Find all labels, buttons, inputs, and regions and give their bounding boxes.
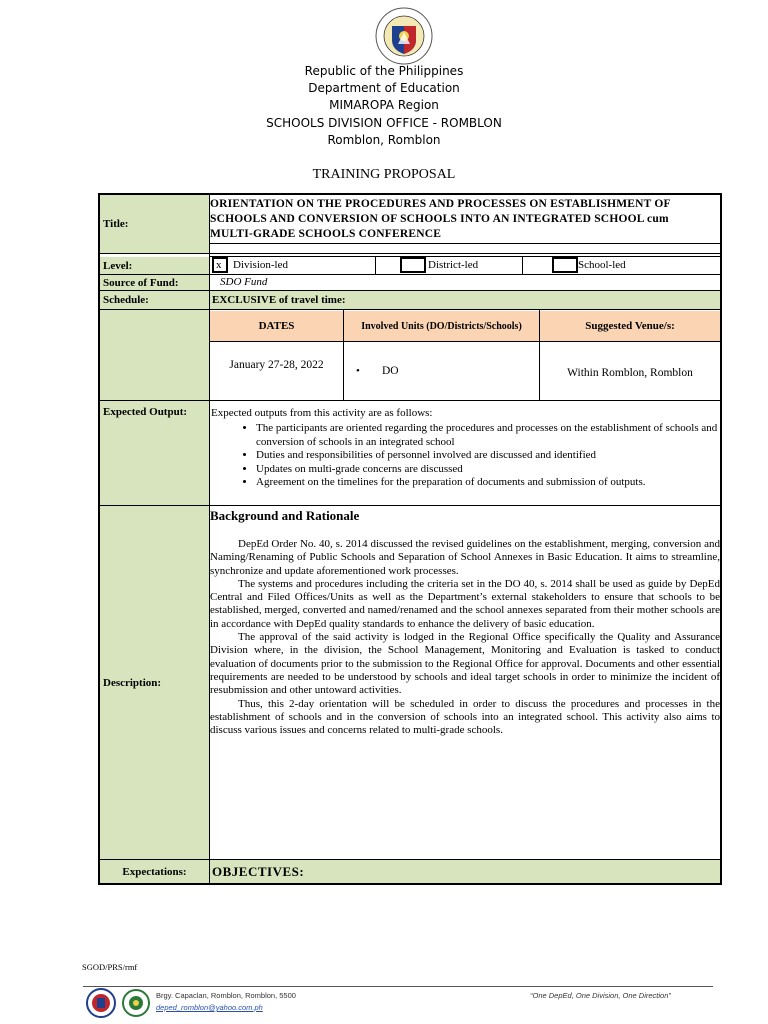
schedule-value: EXCLUSIVE of travel time: (210, 291, 720, 309)
output-item: • Duties and responsibilities of personnel involved are discussed and identified (256, 449, 719, 463)
division-led-label: Division-led (233, 259, 288, 271)
school-led-checkbox[interactable] (552, 257, 578, 273)
deped-footer-logo (82, 988, 120, 1018)
proposal-table (98, 193, 722, 885)
output-item: • Agreement on the timelines for the preparation of documents and submission of outputs. (256, 476, 719, 490)
description-paragraph: The approval of the said activity is lodged in the Regional Office specifically the Quality and Assurance Division where, in the division, the School Management, Monitoring and Evaluation is tasked to conduct evaluation of documents prior to the submission to the Regional Office for approval. Documents and other essential requirements are needed to be understood by schools and ideal target schools in order to minimize the incident of resubmission and other untoward activities. (210, 631, 720, 697)
description-paragraph: The systems and procedures including the criteria set in the DO 40, s. 2014 shall be used as guide by DepEd Central and Filed Offices/Units as well as the Department’s external stakeholders to ensure that schools to be established, merged, converted and named/renamed and the school annexes separated from their mother schools are in accordance with DepEd quality standards to enhance the delivery of basic education. (210, 577, 720, 630)
output-list (211, 422, 719, 490)
schedule-venue: Within Romblon, Romblon (567, 367, 693, 379)
footer-code: SGOD/PRS/rmf (82, 962, 138, 972)
title-label: Title: (100, 195, 209, 253)
description-paragraph: DepEd Order No. 40, s. 2014 discussed the revised guidelines on the establishment, merging, conversion and Naming/Renaming of Public Schools and Separation of School Annexes in Basic Education. It aims to streamline, synchronize and update aforementioned work processes. (210, 538, 720, 577)
footer-address: Brgy. Capaclan, Romblon, Romblon, 5500 (156, 991, 296, 1000)
office-line: SCHOOLS DIVISION OFFICE - ROMBLON (266, 116, 502, 130)
schedule-date: January 27-28, 2022 (229, 359, 324, 371)
output-item: • The participants are oriented regarding the procedures and processes on the establishment of schools and conversion of schools in an integrated school (256, 422, 719, 449)
title-line-1: ORIENTATION ON THE PROCEDURES AND PROCESSES ON ESTABLISHMENT OF (210, 198, 671, 210)
title-line-3: MULTI-GRADE SCHOOLS CONFERENCE (210, 228, 442, 240)
output-intro: Expected outputs from this activity are as follows: (211, 407, 433, 419)
dates-header: DATES (210, 311, 343, 341)
unit-bullet: • (356, 365, 360, 377)
schedule-unit: DO (382, 365, 399, 377)
district-led-checkbox[interactable] (400, 257, 426, 273)
description-label: Description: (100, 506, 209, 859)
description-heading: Background and Rationale (210, 508, 360, 523)
footer-divider (83, 986, 713, 987)
republic-line: Republic of the Philippines (304, 64, 464, 78)
region-line: MIMAROPA Region (329, 98, 439, 112)
schedule-label: Schedule: (100, 291, 209, 309)
title-line-2: SCHOOLS AND CONVERSION OF SCHOOLS INTO AN INTEGRATED SCHOOL cum (210, 213, 669, 225)
output-content (211, 407, 719, 490)
footer-motto: “One DepEd, One Division, One Direction” (530, 991, 671, 1000)
expectations-label: Expectations: (100, 860, 209, 883)
fund-label: Source of Fund: (100, 275, 209, 290)
location-line: Romblon, Romblon (327, 133, 441, 147)
description-content (210, 508, 720, 737)
fund-value: SDO Fund (220, 276, 268, 288)
document-title: TRAINING PROPOSAL (312, 167, 456, 182)
units-header: Involved Units (DO/Districts/Schools) (344, 311, 539, 341)
objectives-value: OBJECTIVES: (210, 860, 720, 883)
schedule-label-fill (100, 310, 209, 400)
description-paragraph: Thus, this 2-day orientation will be scheduled in order to discuss the procedures and processes in the establishment of schools and in the conversion of schools into an integrated school. This activity also aims to discuss various issues and concerns related to multi-grade schools. (210, 697, 720, 737)
title-value (210, 197, 720, 243)
output-item: • Updates on multi-grade concerns are discussed (256, 463, 719, 477)
output-label: Expected Output: (100, 401, 209, 505)
department-line: Department of Education (308, 81, 460, 95)
deped-seal-logo (367, 6, 441, 66)
division-footer-logo (122, 988, 150, 1018)
district-led-label: District-led (428, 259, 479, 271)
venue-header: Suggested Venue/s: (540, 311, 720, 341)
level-label: Level: (100, 257, 209, 274)
footer-email[interactable]: deped_romblon@yahoo.com.ph (156, 1003, 263, 1012)
school-led-label: School-led (578, 259, 626, 271)
division-led-mark: x (216, 259, 222, 271)
